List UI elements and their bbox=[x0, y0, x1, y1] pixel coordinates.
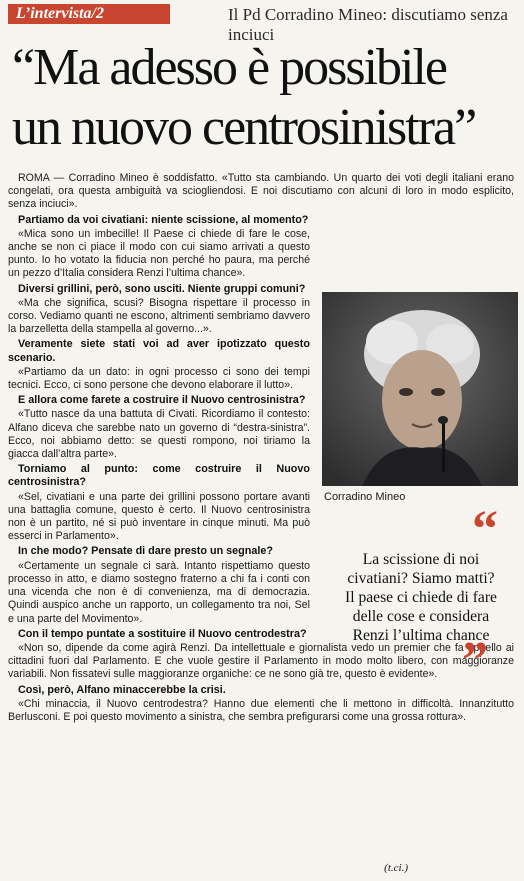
photo-caption: Corradino Mineo bbox=[324, 491, 406, 503]
portrait-photo bbox=[322, 292, 518, 486]
close-quote-icon: ” bbox=[462, 632, 488, 689]
question-7: Con il tempo puntate a sostituire il Nuovo centrodestra? bbox=[18, 627, 307, 640]
answer-4: «Tutto nasce da una battuta di Civati. Ricordiamo il contesto: Alfano diceva che sarebbe nato un governo di “destra-sinistra”. Ecco, noi abbiamo detto: se questi rompono, noi tiriamo la giacca dall’altra parte». bbox=[8, 408, 310, 461]
kicker: Il Pd Corradino Mineo: discutiamo senza inciuci bbox=[228, 5, 508, 44]
pull-quote-line: Il paese ci chiede di fare bbox=[345, 589, 497, 606]
headline bbox=[12, 38, 520, 158]
question-8: Così, però, Alfano minaccerebbe la crisi. bbox=[18, 683, 226, 696]
article-header bbox=[8, 4, 518, 44]
answer-5: «Sel, civatiani e una parte dei grillini possono portare avanti una battaglia comune, questo è certo. Il Nuovo centrosinistra non è un partito, né si può inventare in cinque minuti. Ma può esserci in Parlamento». bbox=[8, 490, 310, 543]
question-5: Torniamo al punto: come costruire il Nuovo centrosinistra? bbox=[8, 463, 310, 489]
pull-quote-line: La scissione di noi bbox=[362, 551, 480, 568]
pull-quote-line: Renzi l’ultima chance bbox=[352, 627, 490, 644]
question-6: In che modo? Pensate di dare presto un segnale? bbox=[18, 545, 273, 558]
question-2: Diversi grillini, però, sono usciti. Niente gruppi comuni? bbox=[18, 282, 306, 295]
section-tag: L’intervista/2 bbox=[8, 4, 170, 24]
open-quote-icon: “ bbox=[472, 501, 498, 558]
answer-2: «Ma che significa, scusi? Bisogna rispettare il processo in corso. Vediamo quanti ne escono, altrimenti sembriamo davvero la barzelletta della stampella al governo...». bbox=[8, 296, 310, 336]
headline-line-1: “Ma adesso è possibile bbox=[12, 39, 447, 96]
portrait-illustration bbox=[322, 292, 518, 486]
answer-1: «Mica sono un imbecille! Il Paese ci chiede di fare le cose, anche se non ci piace il modo con cui siamo arrivati a questo punto. Io ho votato la fiducia non perché ho paura, ma perché un pezzo d’Italia considera Renzi l’ultima chance». bbox=[8, 227, 310, 280]
answer-8: «Chi minaccia, il Nuovo centrodestra? Hanno due elementi che li mettono in difficoltà. Innanzitutto Berlusconi. E poi questo movimento a sinistra, che sembra prefigurarsi come una grossa rottura». bbox=[8, 697, 514, 723]
answer-6: «Certamente un segnale ci sarà. Intanto rispettiamo questo processo in atto, e diamo sostegno fraterno a chi fa i conti con una vicenda che non è di convenienza, ma di democrazia. Quindi auspico anche un rapporto, un collegamento tra noi, Sel e una parte del Movimento». bbox=[8, 559, 310, 625]
pull-quote-line: delle cose e considera bbox=[352, 608, 490, 625]
answer-3: «Partiamo da un dato: in ogni processo ci sono dei tempi tecnici. Ecco, ci sono persone che devono elaborare il lutto». bbox=[8, 365, 310, 392]
pull-quote-line: civatiani? Siamo matti? bbox=[347, 570, 495, 587]
lead-paragraph: ROMA — Corradino Mineo è soddisfatto. «Tutto sta cambiando. Un quarto dei voti degli italiani erano congelati, ora questa ambiguità va sciogliendosi. E noi discutiamo con alcuni di loro in modo esplicito, senza inciuci». bbox=[8, 172, 514, 211]
signature: (t.ci.) bbox=[384, 862, 408, 874]
pull-quote bbox=[318, 501, 524, 689]
answer-7: «Non so, dipende da come agirà Renzi. Da intellettuale e giornalista vedo un premier che fa appello ai cittadini fuori dal Parlamento. E che vuole gestire il Parlamento in modo molto libero, con maggioranze variabili. Non fissatevi sulle maggioranze organiche: ce ne sono già tre, questo è evidente». bbox=[8, 641, 514, 681]
pull-quote-text bbox=[318, 550, 524, 645]
headline-line-2: un nuovo centrosinistra” bbox=[12, 99, 476, 156]
question-4: E allora come farete a costruire il Nuovo centrosinistra? bbox=[18, 394, 306, 407]
question-1: Partiamo da voi civatiani: niente scissione, al momento? bbox=[18, 213, 309, 226]
question-3: Veramente siete stati voi ad aver ipotizzato questo scenario. bbox=[8, 338, 310, 364]
